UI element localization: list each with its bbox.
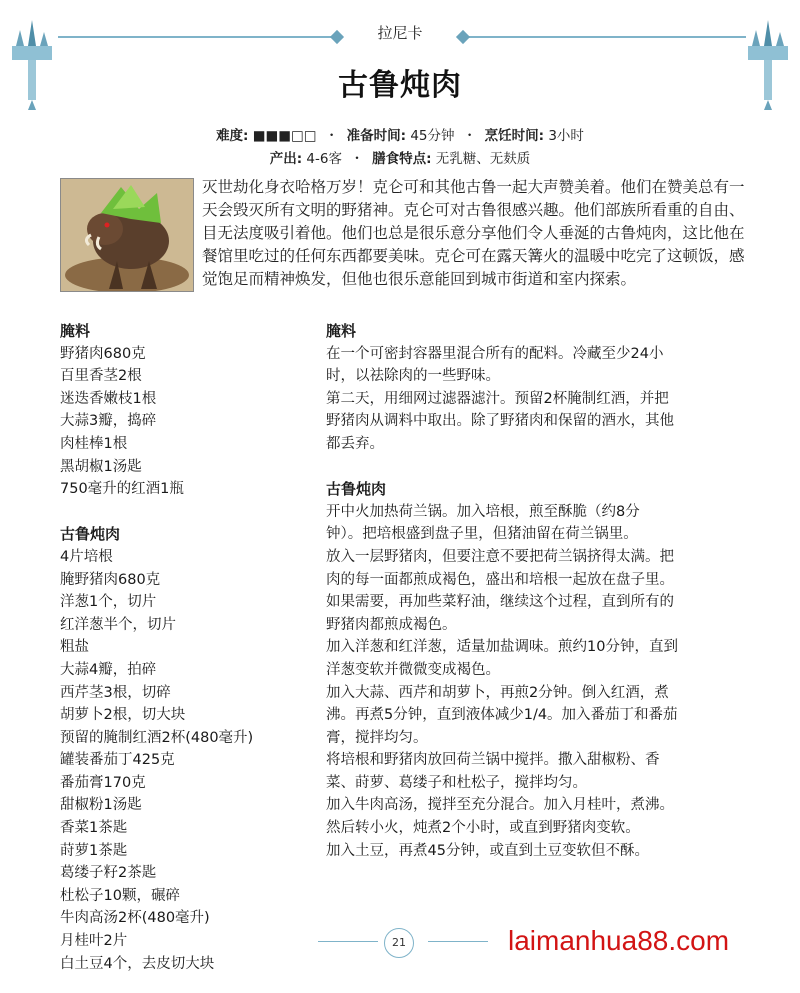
recipe-meta-row-1 <box>0 124 800 144</box>
stew-ingredients-heading: 古鲁炖肉 <box>60 525 121 544</box>
instruction-step <box>326 794 746 839</box>
page-number-divider-right <box>428 941 488 942</box>
ingredient-item: 月桂叶2片 <box>60 933 128 950</box>
page-number-ornament <box>318 922 488 962</box>
ingredient-item: 大蒜3瓣，捣碎 <box>60 413 157 430</box>
stew-steps-heading: 古鲁炖肉 <box>326 480 387 499</box>
ingredient-item: 预留的腌制红酒2杯(480毫升) <box>60 729 254 746</box>
ingredient-item: 野猪肉680克 <box>60 345 146 362</box>
instruction-line: 放入一层野猪肉，但要注意不要把荷兰锅挤得太满。把 <box>326 548 674 565</box>
instruction-line: 时，以祛除肉的一些野味。 <box>326 368 500 385</box>
yield-label: 产出: <box>269 151 303 167</box>
ingredient-item: 洋葱1个，切片 <box>60 594 157 611</box>
difficulty-value: ■■■□□ <box>252 128 317 144</box>
ingredient-item: 大蒜4瓣，拍碎 <box>60 661 157 678</box>
ingredient-item: 牛肉高汤2杯(480毫升) <box>60 910 210 927</box>
stew-ingredient-list <box>60 546 310 975</box>
ingredient-item: 罐装番茄丁425克 <box>60 752 175 769</box>
ingredient-item: 莳萝1茶匙 <box>60 842 128 859</box>
boar-illustration-icon <box>61 179 193 291</box>
recipe-title: 古鲁炖肉 <box>338 68 462 103</box>
instruction-line: 野猪肉从调料中取出。除了野猪肉和保留的酒水，其他 <box>326 413 674 430</box>
ingredient-item: 4片培根 <box>60 548 113 565</box>
instruction-step <box>326 546 746 591</box>
boar-god-illustration <box>60 178 194 292</box>
diet-label: 膳食特点: <box>372 151 432 167</box>
cook-time-label: 烹饪时间: <box>484 128 545 144</box>
ingredient-item: 杜松子10颗，碾碎 <box>60 887 180 904</box>
meta-separator: ・ <box>462 128 477 144</box>
page-number-divider-left <box>318 941 378 942</box>
instruction-line: 加入土豆，再煮45分钟，或直到土豆变软但不酥。 <box>326 842 649 859</box>
instruction-line: 钟）。把培根盛到盘子里，但猪油留在荷兰锅里。 <box>326 526 638 543</box>
marinade-step-list <box>326 343 746 456</box>
instruction-line: 如果需要，再加些菜籽油，继续这个过程，直到所有的 <box>326 594 674 611</box>
ingredient-item: 番茄膏170克 <box>60 774 146 791</box>
diet-value: 无乳糖、无麸质 <box>435 151 531 167</box>
instruction-step <box>326 501 746 546</box>
instruction-step <box>326 840 746 863</box>
ingredient-item: 迷迭香嫩枝1根 <box>60 390 157 407</box>
instruction-step <box>326 682 746 750</box>
stew-step-list <box>326 501 746 863</box>
ingredient-item: 750毫升的红酒1瓶 <box>60 481 184 498</box>
instruction-line: 加入大蒜、西芹和胡萝卜，再煎2分钟。倒入红酒，煮 <box>326 684 669 701</box>
instruction-line: 将培根和野猪肉放回荷兰锅中搅拌。撒入甜椒粉、香 <box>326 752 660 769</box>
ingredient-item: 葛缕子籽2茶匙 <box>60 865 157 882</box>
ingredient-item: 红洋葱半个，切片 <box>60 616 176 633</box>
ingredient-item: 黑胡椒1汤匙 <box>60 458 142 475</box>
instruction-line: 第二天，用细网过滤器滤汁。预留2杯腌制红酒，并把 <box>326 390 669 407</box>
instruction-line: 菜、莳萝、葛缕子和杜松子，搅拌均匀。 <box>326 774 587 791</box>
instruction-step <box>326 591 746 636</box>
instructions-column <box>326 320 746 862</box>
ingredient-item: 肉桂棒1根 <box>60 435 128 452</box>
ingredient-item: 西芹茎3根，切碎 <box>60 684 171 701</box>
ingredient-item: 胡萝卜2根，切大块 <box>60 707 186 724</box>
chapter-title: 拉尼卡 <box>377 24 423 42</box>
ingredient-item: 腌野猪肉680克 <box>60 571 161 588</box>
yield-value: 4-6客 <box>306 151 342 167</box>
marinade-steps-heading: 腌料 <box>326 322 357 340</box>
ingredients-column <box>60 320 310 975</box>
recipe-intro-text: 灭世劫化身衣哈格万岁！克仑可和其他古鲁一起大声赞美着。他们在赞美总有一天会毁灭所有文明的野猪神。克仑可对古鲁很感兴趣。他们部族所看重的自由、目无法度吸引着他。他们也总是很乐意分享他们令人垂涎的古鲁炖肉，这比他在餐馆里吃过的任何东西都要美味。克仑可在露天篝火的温暖中吃完了这顿饭，感觉饱足而精神焕发，但他也很乐意能回到城市街道和室内探索。 <box>202 178 745 288</box>
ingredient-item: 粗盐 <box>60 639 89 656</box>
instruction-line: 野猪肉都煎成褐色。 <box>326 616 457 633</box>
instruction-line: 在一个可密封容器里混合所有的配料。冷藏至少24小 <box>326 345 664 362</box>
meta-separator: ・ <box>324 128 339 144</box>
site-watermark: laimanhua88.com <box>508 925 730 956</box>
instruction-line: 开中火加热荷兰锅。加入培根，煎至酥脆（约8分 <box>326 503 640 520</box>
page-number: 21 <box>384 928 414 958</box>
instruction-line: 肉的每一面都煎成褐色，盛出和培根一起放在盘子里。 <box>326 571 674 588</box>
instruction-step <box>326 388 746 456</box>
prep-time-value: 45分钟 <box>410 128 455 144</box>
marinade-ingredients-heading: 腌料 <box>60 322 91 340</box>
instruction-line: 沸。再煮5分钟，直到液体减少1/4。加入番茄丁和番茄 <box>326 707 678 724</box>
ingredient-item: 香菜1茶匙 <box>60 820 128 837</box>
instruction-step <box>326 636 746 681</box>
recipe-meta-row-2 <box>0 147 800 167</box>
marinade-ingredient-list <box>60 343 310 501</box>
header-divider-right <box>462 36 746 38</box>
instruction-line: 然后转小火，炖煮2个小时，或直到野猪肉变软。 <box>326 820 640 837</box>
ingredient-item: 百里香茎2根 <box>60 368 142 385</box>
instruction-line: 膏，搅拌均匀。 <box>326 729 428 746</box>
instruction-line: 加入牛肉高汤，搅拌至充分混合。加入月桂叶，煮沸。 <box>326 797 674 814</box>
header-divider-left <box>58 36 338 38</box>
cook-time-value: 3小时 <box>548 128 584 144</box>
instruction-line: 都丢弃。 <box>326 435 384 452</box>
instruction-step <box>326 343 746 388</box>
meta-separator: ・ <box>350 151 364 167</box>
instruction-line: 洋葱变软并微微变成褐色。 <box>326 661 500 678</box>
ingredient-item: 白土豆4个，去皮切大块 <box>60 955 215 972</box>
prep-time-label: 准备时间: <box>346 128 407 144</box>
instruction-line: 加入洋葱和红洋葱，适量加盐调味。煎约10分钟，直到 <box>326 639 678 656</box>
ingredient-item: 甜椒粉1汤匙 <box>60 797 142 814</box>
instruction-step <box>326 749 746 794</box>
difficulty-label: 难度: <box>216 128 249 144</box>
